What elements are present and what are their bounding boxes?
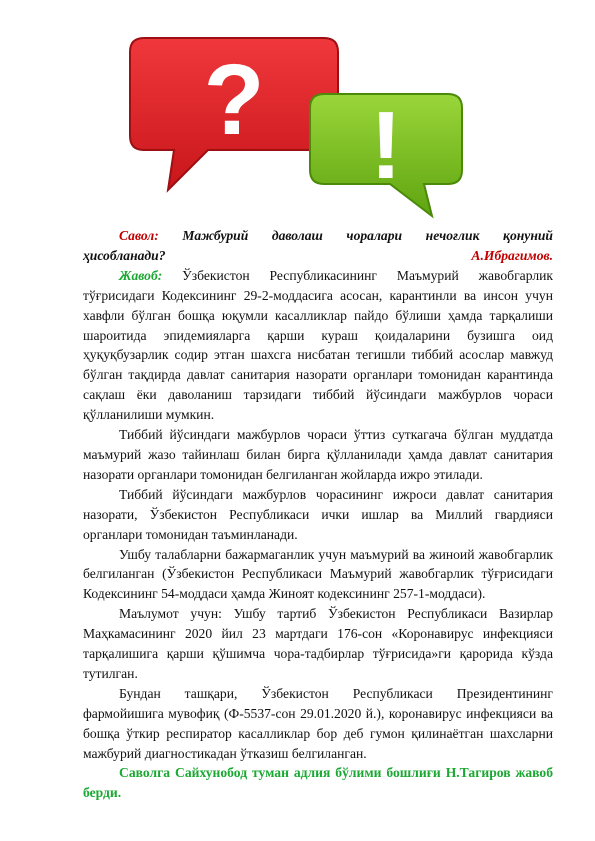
closing-signature: Саволга Сайхунобод туман адлия бўлими бошлиғи Н.Тагиров жавоб берди. — [83, 765, 553, 801]
question-label: Савол: — [119, 228, 159, 243]
question-line-1 — [83, 226, 553, 246]
article-text — [83, 226, 553, 803]
question-author: А.Ибрагимов. — [471, 247, 553, 263]
question-line-2 — [83, 246, 553, 266]
paragraph-3: Ушбу талабларни бажармаганлик учун маъмурий ва жиноий жавобгарлик белгиланган (Ўзбекистон Республикаси Маъмурий жавобгарлик тўғрисидаги Кодексининг 54-моддаси ҳамда Жиноят кодексининг 257-1-моддаси). — [83, 546, 553, 602]
question-text-line2: ҳисобланади? — [83, 247, 166, 263]
paragraph-1: Тиббий йўсиндаги мажбурлов чораси ўттиз суткагача бўлган муддатда маъмурий жазо тайинлаш билан бирга қўлланилади ҳамда давлат санитария назорати органлари томонидан белгиланган жойларда ижро этилади. — [83, 427, 553, 482]
green-speech-bubble-icon — [310, 92, 462, 216]
red-speech-bubble-icon — [130, 38, 338, 190]
paragraph-2: Тиббий йўсиндаги мажбурлов чорасининг ижроси давлат санитария назорати, Ўзбекистон Республикаси ички ишлар ва Миллий гвардияси органлари томонидан таъминланади. — [83, 486, 553, 542]
exclamation-mark-glyph: ! — [370, 92, 402, 199]
answer-text: Ўзбекистон Республикасининг Маъмурий жавобгарлик тўғрисидаги Кодексининг 29-2-моддасига асосан, карантинли ва инсон учун хавфли бўлган бошқа юқумли касалликлар пайдо бўлиши ҳамда тарқалиши шароитида эпидемияларга қарши кураш қоидаларини бузишга оид ҳуқуқбузарлик содир этган шахсга нисбатан тегишли тиббий асослар мавжуд бўлган тақдирда давлат санитария назорати органлари томонидан карантинда сақлаш ёки даволаниш тарзидаги тиббий йўсиндаги мажбурлов чораси қўлланилиши мумкин. — [83, 267, 553, 423]
question-text-line1: Мажбурий даволаш чоралари нечоғлик қонуний — [182, 228, 553, 243]
paragraph-5: Бундан ташқари, Ўзбекистон Республикаси Президентининг фармойишига мувофиқ (Ф-5537-сон 29.01.2020 й.), коронавирус инфекцияси ва бошқа ўткир респиратор касалликлар бор деб гумон қилинаётган шахсларни мажбурий диагностикадан ўтказиш белгиланган. — [83, 685, 553, 761]
answer-label: Жавоб: — [119, 267, 163, 283]
answer-paragraph — [83, 266, 553, 425]
question-mark-glyph: ? — [203, 44, 265, 156]
paragraph-4: Маълумот учун: Ушбу тартиб Ўзбекистон Республикаси Вазирлар Маҳкамасининг 2020 йил 23 мартдаги 176-сон «Коронавирус инфекцияси тарқалишига қарши қўшимча чора-тадбирлар тўғрисида»ги қарорида кўзда тутилган. — [83, 606, 553, 681]
question-exclamation-illustration — [128, 30, 468, 220]
